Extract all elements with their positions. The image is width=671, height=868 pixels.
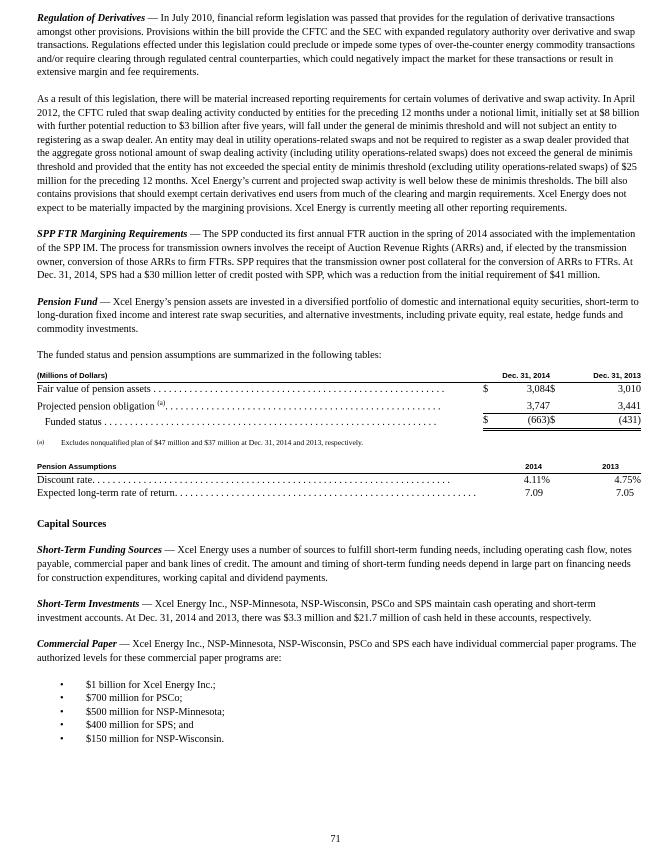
table-row [37, 397, 641, 414]
table-row [37, 474, 641, 488]
row-value-2014: 4.11% [523, 475, 550, 487]
commercial-paper-text: — Xcel Energy Inc., NSP-Minnesota, NSP-Wisconsin, PSCo and SPS each have individual commercial paper programs. The authorized levels for these commercial paper programs are: [37, 639, 637, 664]
regulation-text: — In July 2010, financial reform legislation was passed that provides for the regulation of derivative transactions amongst other provisions. Provisions within the bill provide the CFTC and the SEC with expanded regulatory authority over derivative and swap transactions. Regulations effected under this legislation could preclude or impede some types of over-the-counter energy commodity transactions and/or require clearing through regulated central counterparties, which could negatively impact the market for these transactions or result in extensive margin and fee requirements. [37, 13, 635, 79]
assumptions-header-label: Pension Assumptions [37, 460, 483, 474]
funded-footnote [37, 437, 641, 449]
footnote-mark: (a) [37, 438, 45, 446]
list-item: • $400 million for SPS; and [60, 719, 641, 733]
spp-paragraph [37, 228, 641, 282]
row-currency [483, 397, 497, 414]
short-term-investments-lead: Short-Term Investments [37, 599, 140, 611]
row-currency: $ [483, 414, 497, 429]
row-label: Expected long-term rate of return. . . . . . . . . . . . . . . . . . . . . . . . . . . . . . . . . . . . . . . . . . . . . . . . . . . . . . . . . . . [37, 488, 476, 500]
pension-text: — Xcel Energy’s pension assets are invested in a diversified portfolio of domestic and international equity securities, short-term to long-duration fixed income and interest rate swap securities, and alternative investments, including private equity, real estate, hedge funds and commodity investments. [37, 296, 639, 335]
table-row [37, 414, 641, 429]
assumptions-table-header [37, 460, 641, 474]
row-currency: $ [483, 384, 489, 396]
commercial-paper-list [37, 679, 641, 747]
funded-header-col1: Dec. 31, 2014 [483, 369, 550, 383]
short-term-funding-lead: Short-Term Funding Sources [37, 545, 162, 557]
row-value-2013: 3,010 [617, 384, 641, 396]
funded-header-col2: Dec. 31, 2013 [550, 369, 641, 383]
pension-lead: Pension Fund [37, 296, 98, 308]
regulation-paragraph [37, 12, 641, 80]
short-term-funding-paragraph [37, 544, 641, 585]
row-label: Fair value of pension assets . . . . . . . . . . . . . . . . . . . . . . . . . . . . . . . . . . . . . . . . . . . . . . . . . . . . . . . . . [37, 384, 445, 396]
regulation-lead: Regulation of Derivatives [37, 13, 146, 24]
row-value-2013: 4.75% [614, 475, 641, 487]
row-label: Projected pension obligation $^{(a)}$. . . . . . . . . . . . . . . . . . . . . . . . . . . . . . . . . . . . . . . . . . . . . . . . . . . . . . [37, 398, 441, 413]
capital-sources-heading: Capital Sources [37, 518, 107, 530]
short-term-investments-text: — Xcel Energy Inc., NSP-Minnesota, NSP-Wisconsin, PSCo and SPS maintain cash operating and short-term investment accounts. At Dec. 31, 2014 and 2013, there was $3.3 million and $21.7 million of cash held in these accounts, respectively. [37, 599, 596, 624]
table-row [37, 383, 641, 397]
pension-assumptions-table [37, 460, 641, 501]
funded-header-label: (Millions of Dollars) [37, 369, 483, 383]
commercial-paper-paragraph [37, 638, 641, 665]
row-value-2013: 3,441 [564, 397, 641, 414]
row-value-2014: (663) [497, 414, 550, 429]
list-item: • $150 million for NSP-Wisconsin. [60, 733, 641, 747]
commercial-paper-lead: Commercial Paper [37, 639, 117, 651]
spp-lead: SPP FTR Margining Requirements [37, 229, 188, 241]
funded-status-table [37, 369, 641, 431]
list-item: • $1 billion for Xcel Energy Inc.; [60, 679, 641, 693]
spp-text: — The SPP conducted its first annual FTR auction in the spring of 2014 associated with the implementation of the SPP IM. The process for transmission owners involves the receipt of Auction Revenue Rights (ARRs) and, if elected by the transmission owner, conversion of those ARRs to firm FTRs. SPP requires that the transmission owner post collateral for the conversion of ARRs to FTRs. At Dec. 31, 2014, SPS had a $30 million letter of credit posted with SPP, which was a reduction from the initial requirement of $41 million. [37, 229, 636, 282]
assumptions-header-col2: 2013 [550, 460, 641, 474]
table-row [37, 487, 641, 500]
row-currency: $ [550, 384, 556, 396]
row-currency: $ [550, 414, 564, 429]
page-number: 71 [330, 834, 341, 845]
row-value-2014: 3,084 [526, 384, 550, 396]
footnote-text: Excludes nonqualified plan of $47 million and $37 million at Dec. 31, 2014 and 2013, respectively. [61, 437, 364, 447]
short-term-funding-text: — Xcel Energy uses a number of sources to fulfill short-term funding needs, including operating cash flow, notes payable, commercial paper and bank lines of credit. The amount and timing of short-term funding needs depend in large part on financing needs for construction expenditures, working capital and dividend payments. [37, 545, 632, 584]
list-item: • $700 million for PSCo; [60, 692, 641, 706]
pension-paragraph [37, 296, 641, 337]
row-value-2014: 7.09 [524, 488, 543, 500]
row-label: Discount rate. . . . . . . . . . . . . . . . . . . . . . . . . . . . . . . . . . . . . . . . . . . . . . . . . . . . . . . . . . . . . . . . . . . . . . [37, 475, 451, 487]
list-item: • $500 million for NSP-Minnesota; [60, 706, 641, 720]
row-currency [550, 397, 564, 414]
row-value-2013: (431) [564, 414, 641, 429]
assumptions-header-col1: 2014 [483, 460, 550, 474]
funded-table-header [37, 369, 641, 383]
legislation-paragraph: As a result of this legislation, there will be material increased reporting requirements for certain volumes of derivative and swap activity. In April 2012, the CFTC ruled that swap dealing activity conducted by entities for the preceding 12 months under a notional limit, initially set at $8 billion with further potential reduction to $3 billion after five years, will fall under the general de minimis threshold and will not subject an entity to registering as a swap dealer. An entity may deal in utility operations-related swaps and not be required to register as a swap dealer provided that the aggregate gross notional amount of swap dealing activity (including utility operations-related swaps) does not exceed the general de minimis threshold and provided that the entity has not exceeded the special entity de minimis threshold (excluding utility operations-related swaps) of $25 million for the preceding 12 months. Xcel Energy’s current and projected swap activity is well below these de minimis thresholds. The bill also contains provisions that should exempt certain derivatives end users from much of the clearing and margin requirements. Xcel Energy does not expect to be materially impacted by the margining provisions. Xcel Energy is currently meeting all other reporting requirements. [37, 93, 640, 214]
row-value-2014: 3,747 [497, 397, 550, 414]
row-value-2013: 7.05 [615, 488, 634, 500]
row-label: Funded status . . . . . . . . . . . . . . . . . . . . . . . . . . . . . . . . . . . . . . . . . . . . . . . . . . . . . . . . . . . . . . . . . [44, 416, 437, 428]
document-page [37, 12, 641, 747]
funded-intro: The funded status and pension assumptions are summarized in the following tables: [37, 350, 382, 362]
short-term-investments-paragraph [37, 598, 641, 625]
